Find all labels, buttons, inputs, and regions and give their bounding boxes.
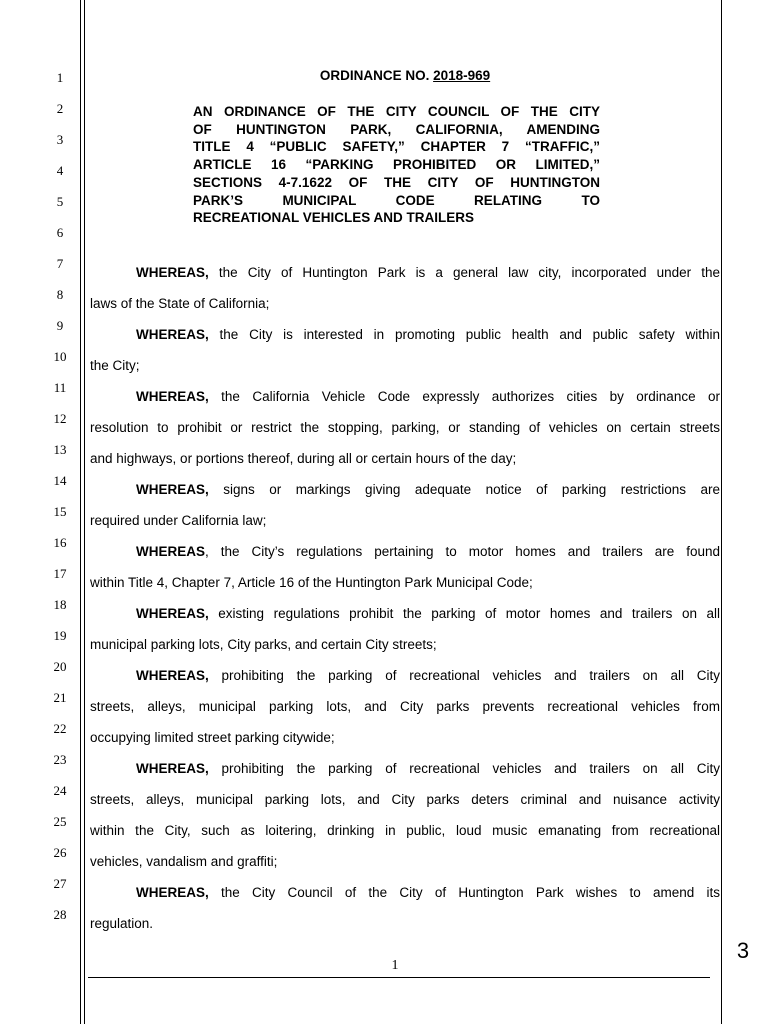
ordinance-title-prefix: ORDINANCE NO. [319, 68, 434, 83]
line-number: 24 [53, 783, 67, 798]
line-number: 2 [56, 101, 64, 116]
line-number: 13 [53, 442, 67, 457]
recital-line: resolution to prohibit or restrict the stopping, parking, or standing of vehicles on certain streets [90, 420, 720, 435]
recital-line: within the City, such as loitering, drinking in public, loud music emanating from recreational [90, 823, 720, 838]
line-number: 11 [53, 380, 67, 395]
line-number: 12 [53, 411, 67, 426]
recital-line: WHEREAS, the City of Huntington Park is a general law city, incorporated under the [136, 265, 720, 280]
line-number: 5 [56, 194, 64, 209]
recital-line: laws of the State of California; [90, 296, 270, 311]
line-number: 15 [53, 504, 67, 519]
caption-line: PARK’S MUNICIPAL CODE RELATING TO [193, 192, 600, 208]
line-number: 18 [53, 597, 67, 612]
recital-line: the City; [90, 358, 140, 373]
recital-line: WHEREAS, the California Vehicle Code expressly authorizes cities by ordinance or [136, 389, 720, 404]
line-number: 17 [53, 566, 67, 581]
line-number: 7 [56, 256, 64, 271]
ordinance-title [90, 68, 720, 84]
recital-line: occupying limited street parking citywide; [90, 730, 335, 745]
line-number: 27 [53, 876, 67, 891]
recital-line: vehicles, vandalism and graffiti; [90, 854, 278, 869]
line-number: 26 [53, 845, 67, 860]
line-number: 28 [53, 907, 67, 922]
recital-line: WHEREAS, prohibiting the parking of recreational vehicles and trailers on all City [136, 761, 720, 776]
line-number: 25 [53, 814, 67, 829]
line-number: 3 [56, 132, 64, 147]
left-margin-rule-outer [80, 0, 81, 1024]
line-number: 9 [56, 318, 64, 333]
recital-line: WHEREAS, signs or markings giving adequate notice of parking restrictions are [136, 482, 720, 497]
line-number: 10 [53, 349, 67, 364]
recital-line: WHEREAS, the City is interested in promoting public health and public safety within [136, 327, 720, 342]
line-number: 22 [53, 721, 67, 736]
recital-line: WHEREAS, the City Council of the City of Huntington Park wishes to amend its [136, 885, 720, 900]
line-number: 21 [53, 690, 67, 705]
caption-line: ARTICLE 16 “PARKING PROHIBITED OR LIMITED,” [193, 157, 600, 173]
recital-line: streets, alleys, municipal parking lots, and City parks deters criminal and nuisance activity [90, 792, 720, 807]
right-margin-rule [721, 0, 722, 1024]
recital-line: and highways, or portions thereof, during all or certain hours of the day; [90, 451, 517, 466]
line-number: 20 [53, 659, 67, 674]
recital-line: streets, alleys, municipal parking lots, and City parks prevents recreational vehicles from [90, 699, 720, 714]
ordinance-caption [193, 103, 600, 227]
caption-line: RECREATIONAL VEHICLES AND TRAILERS [193, 210, 475, 226]
ordinance-number: 2018-969 [433, 68, 491, 83]
line-number: 19 [53, 628, 67, 643]
recital-line: regulation. [90, 916, 154, 931]
left-margin-rule-inner [84, 0, 85, 1024]
caption-line: AN ORDINANCE OF THE CITY COUNCIL OF THE CITY [193, 104, 600, 119]
line-number: 16 [53, 535, 67, 550]
line-number: 4 [56, 163, 64, 178]
recital-line: WHEREAS, existing regulations prohibit the parking of motor homes and trailers on all [136, 606, 720, 621]
line-number: 1 [56, 70, 64, 85]
exhibit-number: 3 [736, 938, 750, 963]
recital-line: WHEREAS, prohibiting the parking of recreational vehicles and trailers on all City [136, 668, 720, 683]
recital-line: required under California law; [90, 513, 267, 528]
caption-line: SECTIONS 4-7.1622 OF THE CITY OF HUNTINGTON [193, 174, 600, 190]
line-number: 8 [56, 287, 64, 302]
page-number: 1 [391, 958, 399, 973]
line-number: 14 [53, 473, 67, 488]
line-number: 23 [53, 752, 67, 767]
footer-rule [88, 977, 710, 978]
line-number: 6 [56, 225, 64, 240]
recital-line: within Title 4, Chapter 7, Article 16 of the Huntington Park Municipal Code; [90, 575, 533, 590]
caption-line: TITLE 4 “PUBLIC SAFETY,” CHAPTER 7 “TRAFFIC,” [193, 139, 600, 155]
recital-line: municipal parking lots, City parks, and certain City streets; [90, 637, 437, 652]
caption-line: OF HUNTINGTON PARK, CALIFORNIA, AMENDING [193, 121, 600, 137]
recital-line: WHEREAS, the City’s regulations pertaining to motor homes and trailers are found [136, 544, 720, 559]
